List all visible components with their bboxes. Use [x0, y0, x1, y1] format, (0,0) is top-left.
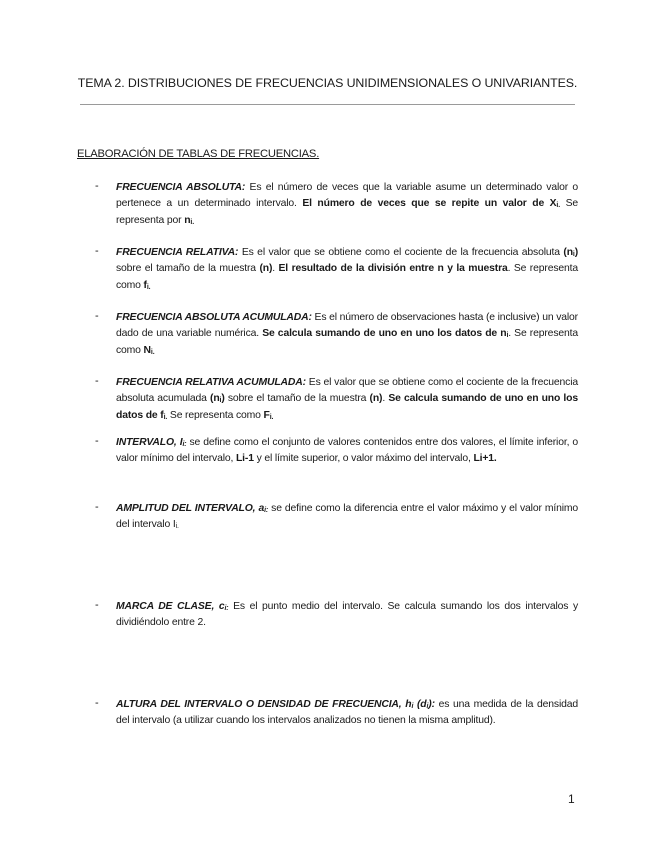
definition-text: Es el valor que se obtiene como el cociente de la frecuencia absoluta acumulada	[116, 377, 578, 405]
symbol: Li-1	[235, 453, 254, 465]
definition-paragraph	[116, 375, 578, 424]
definition-term: (d	[413, 699, 427, 710]
definition-text: Es el número de veces que la variable asume un determinado valor o pertenece a un determinado intervalo.	[116, 182, 578, 210]
definition-term: FRECUENCIA ABSOLUTA:	[116, 182, 246, 193]
bullet-dash: -	[95, 435, 99, 447]
subscript: i.	[175, 523, 179, 531]
definition-term: FRECUENCIA RELATIVA:	[116, 247, 239, 258]
subscript: i.	[269, 413, 274, 421]
section-heading: ELABORACIÓN DE TABLAS DE FRECUENCIAS.	[77, 148, 320, 160]
subscript: i:	[264, 507, 269, 514]
bullet-dash: -	[95, 310, 99, 322]
symbol: (n	[563, 247, 573, 258]
definition-text: sobre el tamaño de la muestra	[116, 263, 260, 275]
page-number: 1	[568, 792, 575, 806]
subscript: i.	[190, 218, 195, 226]
subscript: i	[572, 251, 575, 258]
definition-text: Es el número de observaciones hasta (e inclusive) un valor dado de una variable numérica.	[116, 312, 578, 340]
symbol: )	[574, 247, 579, 258]
definition-paragraph	[116, 435, 578, 468]
symbol: )	[221, 393, 225, 405]
definition-text: .	[272, 263, 279, 275]
subscript: i	[426, 703, 429, 710]
definition-term: ALTURA DEL INTERVALO O DENSIDAD DE FRECUENCIA, h	[116, 699, 412, 710]
definition-text: y el límite superior, o valor máximo del intervalo,	[253, 453, 474, 465]
list-item-amplitud-intervalo	[95, 501, 578, 534]
definition-text: .	[382, 393, 389, 405]
symbol: f	[143, 279, 147, 291]
subscript: i.	[150, 348, 155, 356]
definition-text: es una medida de la densidad del intervalo (a utilizar cuando los intervalos analizados no tienen la misma amplitud).	[116, 699, 578, 727]
definition-text: Se representa por	[116, 198, 578, 226]
definition-text: Es el punto medio del intervalo. Se calcula sumando los dos intervalos y dividiéndolo entre 2.	[116, 601, 578, 629]
emphasis-text: Se calcula sumando de uno en uno los datos de f	[116, 393, 578, 421]
definition-text: . Se representa como	[116, 328, 578, 356]
list-item-altura-intervalo	[95, 697, 578, 730]
definition-text: . Se representa como	[116, 263, 578, 291]
list-item-frecuencia-relativa	[95, 245, 578, 294]
definition-term: INTERVALO, I	[116, 437, 183, 448]
definition-term: AMPLITUD DEL INTERVALO, a	[116, 503, 265, 514]
bullet-dash: -	[95, 375, 99, 387]
bullet-dash: -	[95, 180, 99, 192]
definition-paragraph	[116, 501, 578, 534]
subscript: i.	[146, 283, 151, 291]
definition-text: Es el valor que se obtiene como el cociente de la frecuencia absoluta	[238, 247, 564, 258]
subscript: i	[219, 397, 222, 405]
list-item-frecuencia-absoluta-acumulada	[95, 310, 578, 359]
definition-text: Se representa como	[167, 409, 264, 421]
document-title: TEMA 2. DISTRIBUCIONES DE FRECUENCIAS UNIDIMENSIONALES O UNIVARIANTES.	[77, 76, 578, 90]
definition-text: se define como la diferencia entre el valor máximo y el valor mínimo del intervalo I	[116, 503, 578, 531]
bullet-dash: -	[95, 697, 99, 709]
definition-text: se define como el conjunto de valores contenidos entre dos valores, el límite inferior, o valor mínimo del intervalo,	[116, 437, 579, 465]
definition-term: FRECUENCIA ABSOLUTA ACUMULADA:	[116, 312, 312, 323]
subscript: i	[506, 332, 509, 340]
symbol: Li+1.	[473, 453, 497, 465]
subscript: i:	[182, 441, 187, 448]
definition-term: FRECUENCIA RELATIVA ACUMULADA:	[116, 377, 306, 388]
symbol: F	[263, 409, 270, 421]
emphasis-text: El resultado de la división entre n y la muestra	[278, 263, 508, 275]
bullet-dash: -	[95, 599, 99, 611]
subscript: i.	[163, 413, 168, 421]
emphasis-text: Se calcula sumando de uno en uno los datos de n	[262, 328, 507, 340]
symbol: (n	[210, 393, 220, 405]
definition-paragraph	[116, 310, 578, 359]
definition-term: MARCA DE CLASE, c	[116, 601, 225, 612]
definition-paragraph	[116, 245, 578, 294]
subscript: i.	[556, 202, 561, 210]
bullet-dash: -	[95, 501, 99, 513]
symbol: n	[184, 214, 191, 226]
subscript: i:	[224, 605, 229, 612]
list-item-frecuencia-absoluta	[95, 180, 578, 229]
definition-paragraph	[116, 599, 578, 632]
definition-paragraph	[116, 180, 578, 229]
title-divider	[80, 104, 575, 105]
list-item-marca-de-clase	[95, 599, 578, 632]
list-item-frecuencia-relativa-acumulada	[95, 375, 578, 424]
definition-term: ):	[428, 699, 435, 710]
symbol: (n)	[259, 263, 273, 275]
subscript: i	[411, 703, 414, 710]
definition-text: sobre el tamaño de la muestra	[224, 393, 370, 405]
symbol: N	[143, 344, 151, 356]
symbol: (n)	[369, 393, 383, 405]
definition-paragraph	[116, 697, 578, 730]
emphasis-text: El número de veces que se repite un valor de X	[302, 198, 557, 210]
list-item-intervalo	[95, 435, 578, 468]
bullet-dash: -	[95, 245, 99, 257]
